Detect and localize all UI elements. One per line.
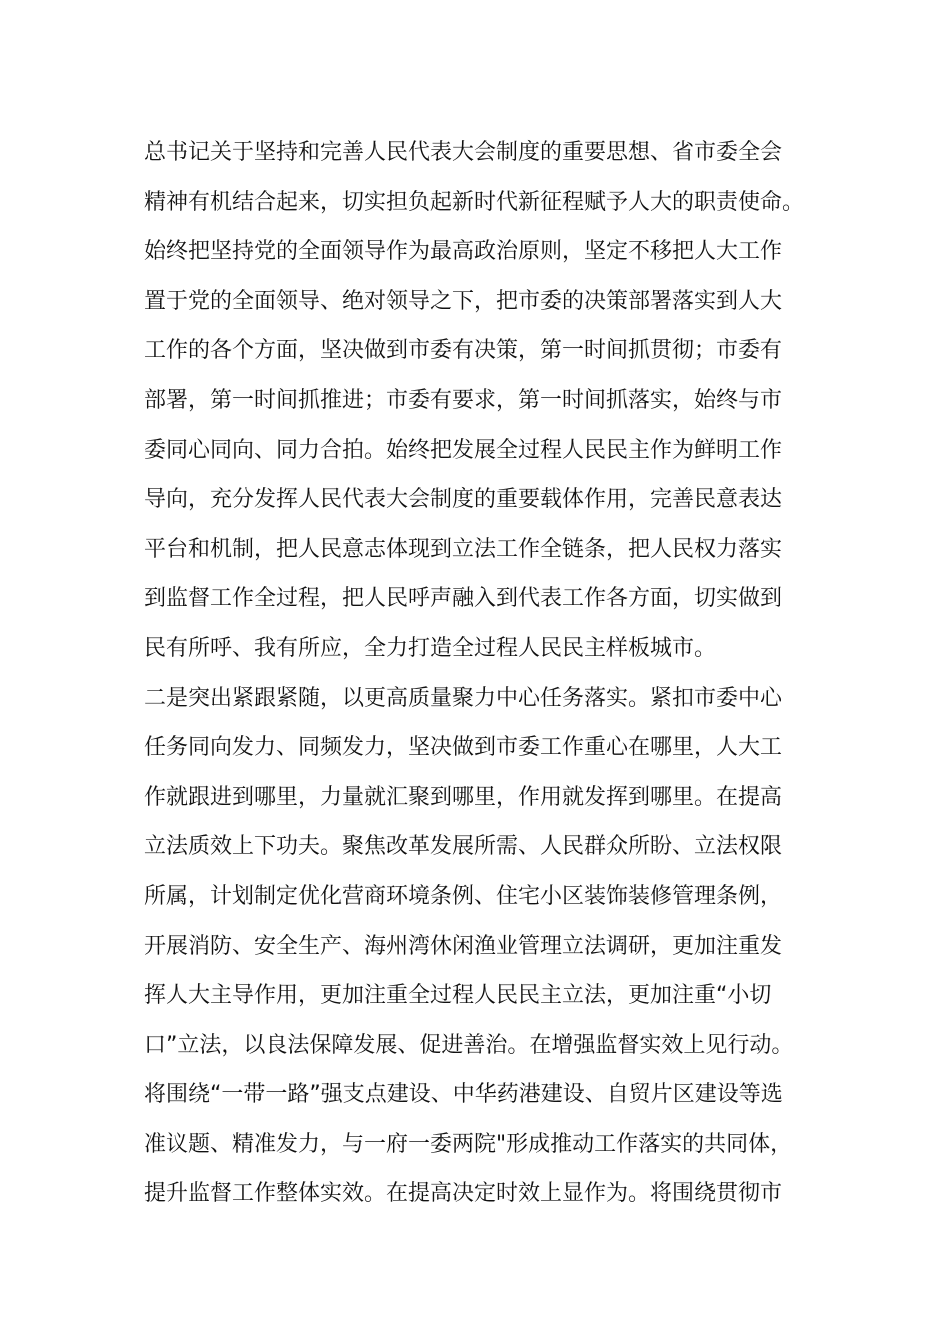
text-line: 作就跟进到哪里，力量就汇聚到哪里，作用就发挥到哪里。在提高	[144, 784, 783, 810]
text-line: 到监督工作全过程，把人民呼声融入到代表工作各方面，切实做到	[144, 586, 783, 612]
text-line: 将围绕“一带一路”强支点建设、中华药港建设、自贸片区建设等选	[144, 1082, 783, 1108]
text-line: 提升监督工作整体实效。在提高决定时效上显作为。将围绕贯彻市	[144, 1181, 783, 1207]
text-line: 工作的各个方面，坚决做到市委有决策，第一时间抓贯彻；市委有	[144, 338, 783, 364]
text-line: 所属，计划制定优化营商环境条例、住宅小区装饰装修管理条例，	[144, 883, 783, 909]
text-line: 立法质效上下功夫。聚焦改革发展所需、人民群众所盼、立法权限	[144, 834, 783, 860]
document-body	[144, 128, 844, 1219]
text-line: 开展消防、安全生产、海州湾休闲渔业管理立法调研，更加注重发	[144, 933, 783, 959]
text-line: 委同心同向、同力合拍。始终把发展全过程人民民主作为鲜明工作	[144, 437, 783, 463]
text-line: 二是突出紧跟紧随，以更高质量聚力中心任务落实。紧扣市委中心	[144, 685, 783, 711]
text-line: 总书记关于坚持和完善人民代表大会制度的重要思想、省市委全会	[144, 140, 783, 165]
text-line: 始终把坚持党的全面领导作为最高政治原则，坚定不移把人大工作	[144, 239, 783, 265]
text-line: 置于党的全面领导、绝对领导之下，把市委的决策部署落实到人大	[144, 288, 783, 314]
text-line: 平台和机制，把人民意志体现到立法工作全链条，把人民权力落实	[144, 536, 783, 562]
text-line: 准议题、精准发力，与一府一委两院"形成推动工作落实的共同体，	[144, 1131, 793, 1157]
text-line: 导向，充分发挥人民代表大会制度的重要载体作用，完善民意表达	[144, 487, 783, 513]
text-line: 部署，第一时间抓推进；市委有要求，第一时间抓落实，始终与市	[144, 387, 783, 413]
text-line: 任务同向发力、同频发力，坚决做到市委工作重心在哪里，人大工	[144, 735, 783, 761]
text-line: 口”立法，以良法保障发展、促进善治。在增强监督实效上见行动。	[144, 1032, 794, 1058]
text-line: 民有所呼、我有所应，全力打造全过程人民民主样板城市。	[144, 635, 717, 661]
text-line: 挥人大主导作用，更加注重全过程人民民主立法，更加注重“小切	[144, 983, 772, 1009]
text-line: 精神有机结合起来，切实担负起新时代新征程赋予人大的职责使命。	[144, 189, 805, 215]
